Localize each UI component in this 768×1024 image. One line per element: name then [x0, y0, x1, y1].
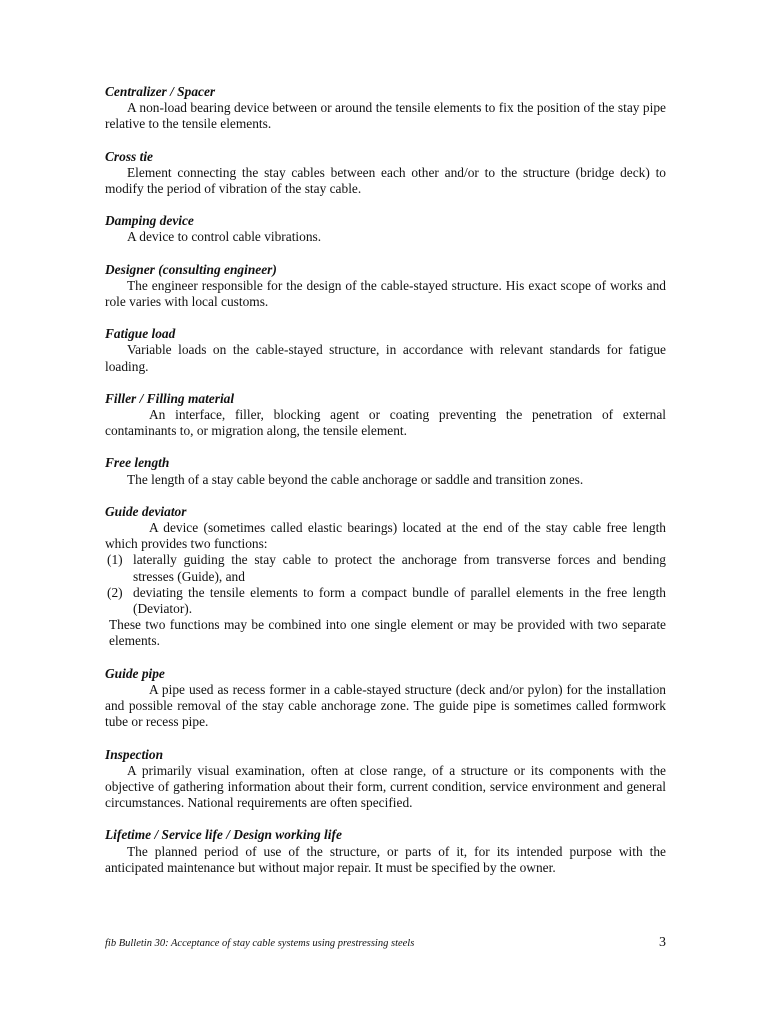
list-item-number: (2) [107, 584, 123, 600]
entry-term: Inspection [105, 746, 164, 762]
footer-text: fib Bulletin 30: Acceptance of stay cable systems using prestressing steels [105, 938, 415, 949]
entry-term: Centralizer / Spacer [105, 84, 216, 99]
glossary-entry-filler [105, 391, 666, 440]
entry-term: Lifetime / Service life / Design working life [105, 827, 342, 843]
list-item [105, 585, 666, 617]
function-list [105, 552, 666, 617]
entry-definition: A primarily visual examination, often at close range, of a structure or its components with the objective of gathering information about their form, current condition, service environment and general circumstances. National requirements are often specified. [105, 762, 666, 811]
entry-definition: A device (sometimes called elastic bearings) located at the end of the stay cable free length which provides two functions: [105, 520, 666, 552]
entry-definition: Variable loads on the cable-stayed structure, in accordance with relevant standards for fatigue loading. [105, 342, 666, 374]
page-number: 3 [659, 935, 666, 950]
glossary-entry-fatigue-load [105, 326, 666, 375]
list-item-text: laterally guiding the stay cable to protect the anchorage from transverse forces and bending stresses (Guide), and [133, 552, 666, 584]
entry-term: Free length [105, 455, 170, 471]
glossary-entry-guide-deviator [105, 504, 666, 650]
glossary [105, 84, 666, 892]
entry-definition: An interface, filler, blocking agent or coating preventing the penetration of external contaminants to, or migration along, the tensile element. [105, 407, 666, 439]
entry-note: These two functions may be combined into one single element or may be provided with two separate elements. [109, 617, 666, 649]
glossary-entry-designer [105, 262, 666, 311]
entry-term: Cross tie [105, 148, 153, 164]
entry-term: Designer (consulting engineer) [105, 261, 277, 277]
entry-definition: The engineer responsible for the design of the cable-stayed structure. His exact scope of works and role varies with local customs. [105, 277, 666, 310]
entry-definition: A device to control cable vibrations. [127, 229, 322, 245]
glossary-entry-damping-device [105, 213, 666, 245]
entry-definition: The length of a stay cable beyond the cable anchorage or saddle and transition zones. [127, 471, 584, 487]
glossary-entry-free-length [105, 455, 666, 487]
entry-term: Guide pipe [105, 665, 165, 681]
list-item [105, 552, 666, 584]
glossary-entry-inspection [105, 747, 666, 812]
entry-term: Fatigue load [105, 326, 176, 342]
entry-definition: A non-load bearing device between or around the tensile elements to fix the position of the stay pipe relative to the tensile elements. [105, 100, 666, 132]
glossary-entry-cross-tie [105, 149, 666, 198]
entry-term: Guide deviator [105, 503, 187, 519]
entry-definition: The planned period of use of the structure, or parts of it, for its intended purpose with the anticipated maintenance but without major repair. It must be specified by the owner. [105, 843, 666, 875]
glossary-entry-centralizer [105, 84, 666, 133]
glossary-entry-lifetime [105, 827, 666, 876]
page-footer [105, 938, 666, 949]
entry-term: Damping device [105, 213, 194, 229]
entry-definition: Element connecting the stay cables between each other and/or to the structure (bridge deck) to modify the period of vibration of the stay cable. [105, 164, 666, 197]
glossary-entry-guide-pipe [105, 666, 666, 731]
entry-definition: A pipe used as recess former in a cable-stayed structure (deck and/or pylon) for the installation and possible removal of the stay cable anchorage zone. The guide pipe is sometimes called formwork tube or recess pipe. [105, 681, 666, 730]
list-item-number: (1) [107, 552, 123, 568]
entry-term: Filler / Filling material [105, 390, 235, 406]
list-item-text: deviating the tensile elements to form a compact bundle of parallel elements in the free length (Deviator). [133, 584, 666, 617]
